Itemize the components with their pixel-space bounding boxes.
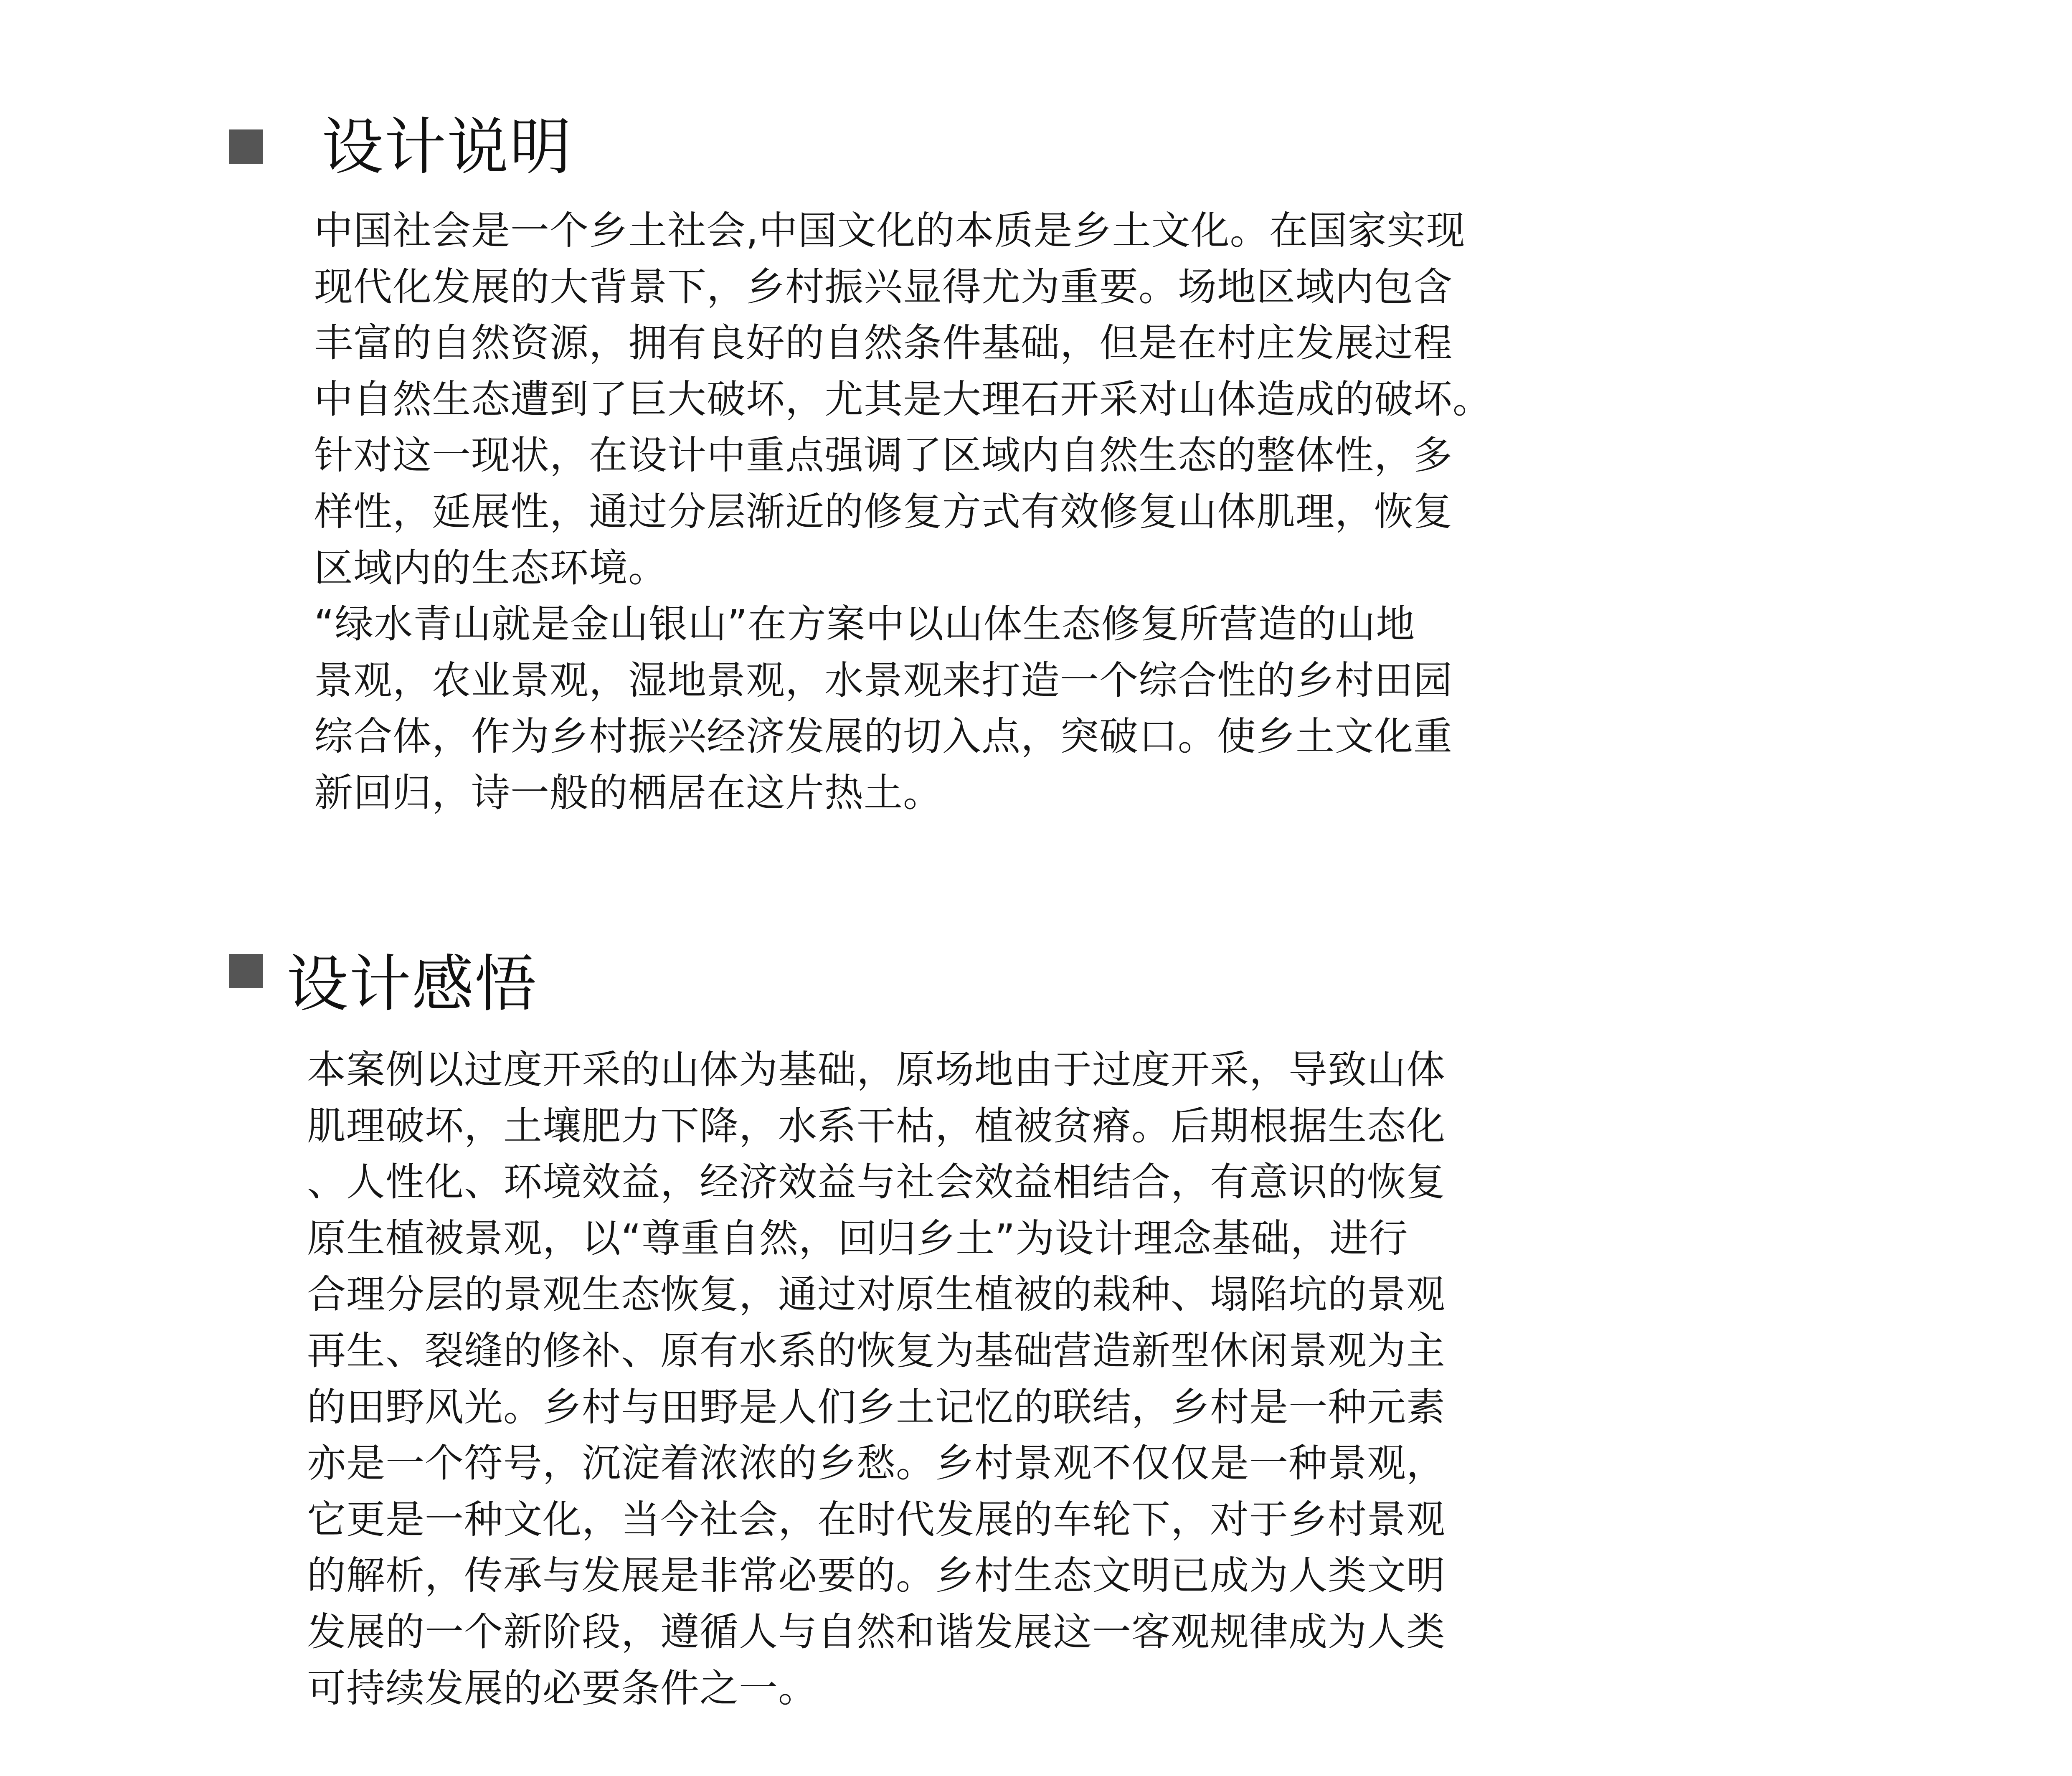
paragraph-line: 样性，延展性，通过分层渐近的修复方式有效修复山体肌理，恢复: [314, 489, 1453, 534]
paragraph-line: 中国社会是一个乡土社会,中国文化的本质是乡土文化。在国家实现: [314, 208, 1466, 253]
paragraph-line: 的田野风光。乡村与田野是人们乡土记忆的联结，乡村是一种元素: [307, 1384, 1446, 1430]
paragraph-line: 它更是一种文化，当今社会，在时代发展的车轮下，对于乡村景观: [307, 1497, 1446, 1542]
section-title: 设计感悟: [287, 948, 537, 1020]
section-body: [307, 1042, 1446, 1716]
paragraph-line: 现代化发展的大背景下，乡村振兴显得尤为重要。场地区域内包含: [314, 264, 1453, 310]
paragraph-line: 中自然生态遭到了巨大破坏，尤其是大理石开采对山体造成的破坏。: [314, 376, 1492, 422]
paragraph-line: 原生植被景观，以“尊重自然，回归乡土”为设计理念基础，进行: [307, 1215, 1408, 1261]
paragraph-line: 合理分层的景观生态恢复，通过对原生植被的栽种、塌陷坑的景观: [307, 1272, 1446, 1317]
square-bullet-icon: [229, 954, 263, 988]
paragraph-line: 综合体，作为乡村振兴经济发展的切入点，突破口。使乡土文化重: [314, 714, 1453, 759]
paragraph-line: “绿水青山就是金山银山”在方案中以山体生态修复所营造的山地: [314, 601, 1415, 647]
paragraph-line: 的解析，传承与发展是非常必要的。乡村生态文明已成为人类文明: [307, 1553, 1446, 1598]
square-bullet-icon: [229, 129, 263, 164]
paragraph-line: 亦是一个符号，沉淀着浓浓的乡愁。乡村景观不仅仅是一种景观，: [307, 1441, 1446, 1486]
paragraph-line: 、人性化、环境效益，经济效益与社会效益相结合，有意识的恢复: [307, 1159, 1446, 1205]
paragraph-line: 景观，农业景观，湿地景观，水景观来打造一个综合性的乡村田园: [314, 657, 1453, 703]
paragraph-line: 本案例以过度开采的山体为基础，原场地由于过度开采，导致山体: [307, 1047, 1446, 1092]
paragraph-line: 针对这一现状，在设计中重点强调了区域内自然生态的整体性，多: [314, 433, 1453, 478]
paragraph-line: 新回归，诗一般的栖居在这片热土。: [314, 770, 942, 815]
paragraph-line: 发展的一个新阶段，遵循人与自然和谐发展这一客观规律成为人类: [307, 1609, 1446, 1654]
paragraph-line: 区域内的生态环境。: [314, 545, 667, 591]
paragraph-line: 再生、裂缝的修补、原有水系的恢复为基础营造新型休闲景观为主: [307, 1328, 1446, 1373]
paragraph-line: 可持续发展的必要条件之一。: [307, 1665, 817, 1711]
section-body: [314, 203, 1492, 821]
paragraph-line: 肌理破坏，土壤肥力下降，水系干枯，植被贫瘠。后期根据生态化: [307, 1103, 1446, 1149]
paragraph-line: 丰富的自然资源，拥有良好的自然条件基础，但是在村庄发展过程: [314, 320, 1453, 366]
section-title: 设计说明: [322, 111, 572, 183]
